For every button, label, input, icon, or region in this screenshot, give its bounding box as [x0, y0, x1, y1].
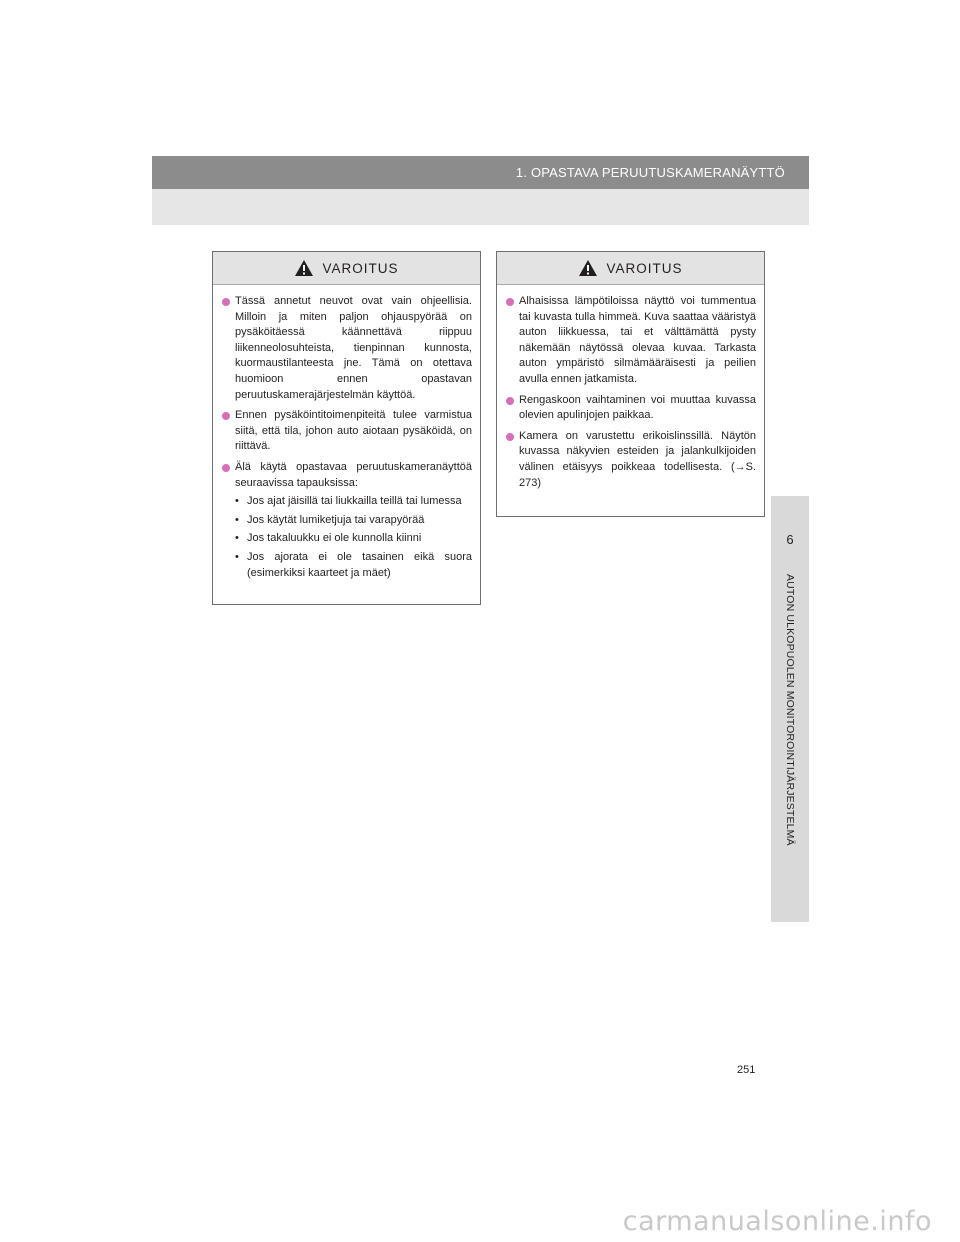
warning-sub-item — [235, 531, 472, 547]
warning-item — [505, 294, 756, 388]
bullet-icon — [222, 298, 230, 306]
warning-header — [497, 252, 764, 285]
warning-sub-item-text: Jos ajat jäisillä tai liukkailla teillä tai lumessa — [247, 495, 462, 508]
sub-bullet-icon: • — [235, 513, 239, 526]
warning-sub-item — [235, 550, 472, 581]
bullet-icon — [506, 298, 514, 306]
warning-label: VAROITUS — [322, 260, 399, 276]
section-title: 1. OPASTAVA PERUUTUSKAMERANÄYTTÖ — [515, 165, 785, 180]
bullet-icon — [506, 397, 514, 405]
warning-item — [221, 460, 472, 491]
chapter-title: AUTON ULKOPUOLEN MONITOROINTIJÄRJESTELMÄ — [784, 574, 796, 846]
bullet-icon — [222, 412, 230, 420]
warning-sub-item-text: Jos ajorata ei ole tasainen eikä suora (esimerkiksi kaarteet ja mäet) — [247, 550, 472, 579]
warning-item-text: Alhaisissa lämpötiloissa näyttö voi tummentua tai kuvasta tulla himmeä. Kuva saattaa vääristyä auton liikkuessa, tai et välttämättä pysty näkemään näytössä olevaa kuvaa. Tarkasta auton ympäristö silmämääräisesti ja peilien avulla ennen jatkamista. — [519, 295, 756, 385]
warning-header — [213, 252, 480, 285]
chapter-tab — [771, 496, 809, 922]
warning-box-left — [212, 251, 481, 605]
warning-sub-item — [235, 494, 472, 510]
warning-body — [497, 285, 764, 491]
header-subbar — [152, 189, 809, 225]
warning-item-text: Rengaskoon vaihtaminen voi muuttaa kuvassa olevien apulinjojen paikkaa. — [519, 393, 756, 422]
warning-item-text: Älä käytä opastavaa peruutuskameranäyttöä seuraavissa tapauksissa: — [235, 460, 472, 489]
warning-item-text: Tässä annetut neuvot ovat vain ohjeellisia. Milloin ja miten paljon ohjauspyörää on pysäköitäessä käännettävä riippuu liikenneolosuhteista, tienpinnan kunnosta, kuormaustilanteesta jne. Tämä on otettava huomioon ennen opastavan peruutuskamerajärjestelmän käyttöä. — [235, 295, 472, 401]
bullet-icon — [506, 433, 514, 441]
warning-sub-item-text: Jos käytät lumiketjuja tai varapyörää — [247, 513, 425, 526]
chapter-number: 6 — [786, 532, 794, 547]
warning-item — [505, 393, 756, 424]
warning-item-text: Kamera on varustettu erikoislinssillä. Näytön kuvassa näkyvien esteiden ja jalankulkijoiden välinen etäisyys poikkeaa todellisesta. (→S. 273) — [519, 429, 756, 489]
warning-label: VAROITUS — [606, 260, 683, 276]
warning-sub-item — [235, 513, 472, 529]
header-bar — [152, 156, 809, 189]
warning-triangle-icon — [294, 259, 314, 277]
sub-bullet-icon: • — [235, 532, 239, 545]
warning-item — [221, 408, 472, 455]
bullet-icon — [222, 464, 230, 472]
sub-bullet-icon: • — [235, 550, 239, 563]
sub-bullet-icon: • — [235, 495, 239, 508]
warning-item-text: Ennen pysäköintitoimenpiteitä tulee varmistua siitä, että tila, johon auto aiotaan pysäköidä, on riittävä. — [235, 409, 472, 453]
warning-sub-item-text: Jos takaluukku ei ole kunnolla kiinni — [247, 532, 422, 545]
warning-triangle-icon — [578, 259, 598, 277]
warning-item — [221, 294, 472, 403]
watermark[interactable]: carmanualsonline.info — [622, 1206, 932, 1237]
warning-box-right — [496, 251, 765, 517]
page-number: 251 — [737, 1064, 756, 1076]
warning-item — [505, 429, 756, 491]
warning-body — [213, 285, 480, 581]
